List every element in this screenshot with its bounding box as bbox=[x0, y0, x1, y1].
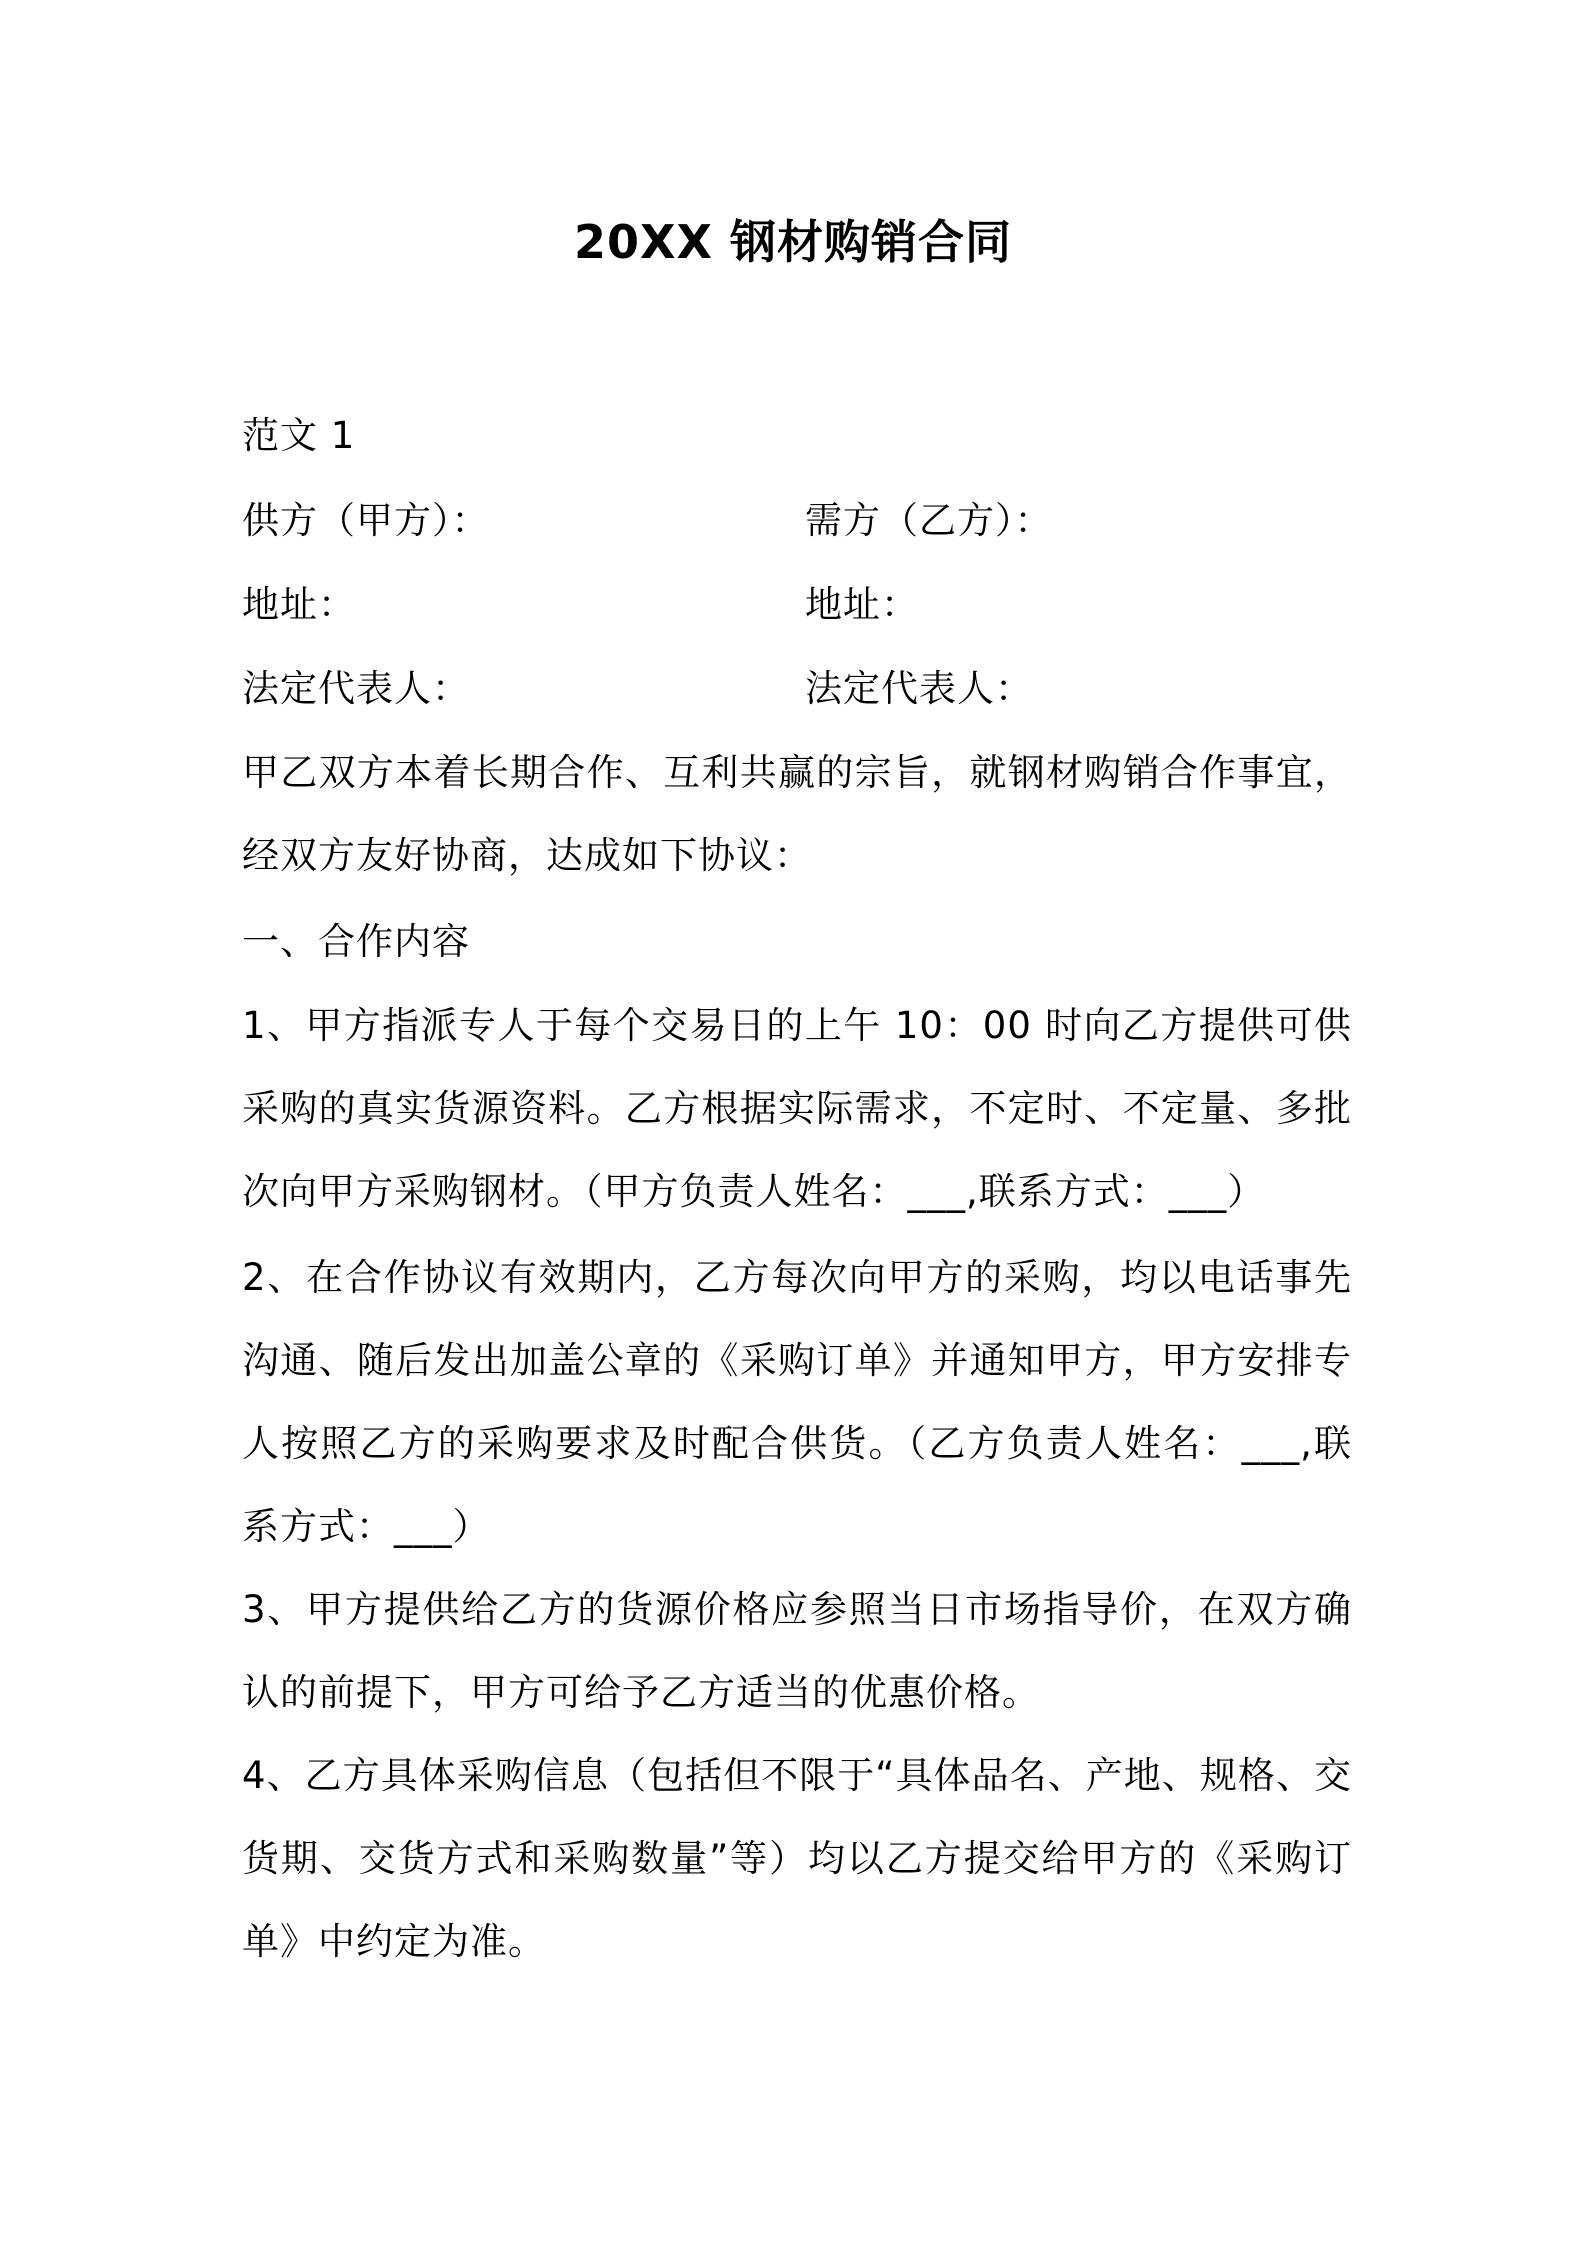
supplier-representative-label: 法定代表人： bbox=[242, 667, 470, 710]
clause-1: 1、甲方指派专人于每个交易日的上午 10：00 时向乙方提供可供采购的真实货源资料。乙方根据实际需求，不定时、不定量、多批次向甲方采购钢材。（甲方负责人姓名：___,联系方式：___） bbox=[242, 1004, 1352, 1213]
buyer-representative-label: 法定代表人： bbox=[805, 667, 1033, 710]
clause-3: 3、甲方提供给乙方的货源价格应参照当日市场指导价，在双方确认的前提下，甲方可给予乙方适当的优惠价格。 bbox=[242, 1588, 1352, 1714]
section-1-heading: 一、合作内容 bbox=[242, 920, 470, 963]
preamble-paragraph: 甲乙双方本着长期合作、互利共赢的宗旨，就钢材购销合作事宜，经双方友好协商，达成如下协议： bbox=[242, 751, 1352, 877]
buyer-address-label: 地址： bbox=[805, 583, 919, 626]
supplier-label: 供方（甲方）： bbox=[242, 499, 490, 542]
supplier-address-label: 地址： bbox=[242, 583, 356, 626]
document-title: 20XX 钢材购销合同 bbox=[574, 215, 1012, 269]
clause-2: 2、在合作协议有效期内，乙方每次向甲方的采购，均以电话事先沟通、随后发出加盖公章的《采购订单》并通知甲方，甲方安排专人按照乙方的采购要求及时配合供货。（乙方负责人姓名：___,联系方式：___） bbox=[242, 1256, 1352, 1548]
clause-4: 4、乙方具体采购信息（包括但不限于“具体品名、产地、规格、交货期、交货方式和采购数量”等）均以乙方提交给甲方的《采购订单》中约定为准。 bbox=[242, 1754, 1352, 1963]
buyer-label: 需方（乙方）： bbox=[805, 499, 1053, 542]
sample-label: 范文 1 bbox=[242, 414, 356, 457]
